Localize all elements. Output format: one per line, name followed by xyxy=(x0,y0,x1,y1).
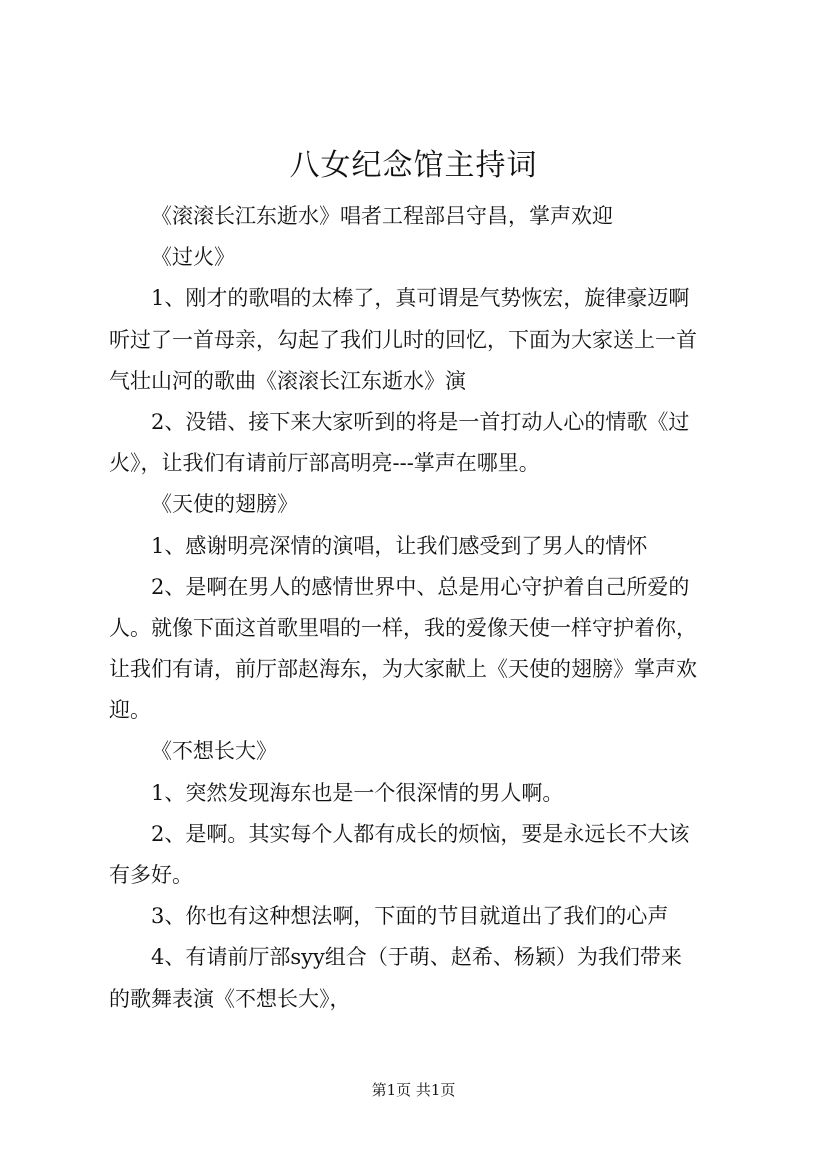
paragraph-line: 《过火》 xyxy=(151,245,235,270)
paragraph-line: 迎。 xyxy=(109,698,151,723)
paragraph-line: 气壮山河的歌曲《滚滚长江东逝水》演 xyxy=(109,368,466,393)
paragraph-line: 人。就像下面这首歌里唱的一样，我的爱像天使一样守护着你， xyxy=(109,615,697,640)
paragraph-line: 4、有请前厅部syy组合（于萌、赵希、杨颖）为我们带来 xyxy=(151,945,682,970)
paragraph-line: 《不想长大》 xyxy=(151,739,277,764)
paragraph-line: 1、感谢明亮深情的演唱，让我们感受到了男人的情怀 xyxy=(151,533,648,558)
paragraph-line: 的歌舞表演《不想长大》， xyxy=(109,986,351,1011)
document-body xyxy=(109,196,719,1020)
page-footer: 第1页 共1页 xyxy=(371,1081,456,1099)
paragraph-line: 1、刚才的歌唱的太棒了，真可谓是气势恢宏，旋律豪迈啊 xyxy=(151,286,690,311)
paragraph-line: 《天使的翅膀》 xyxy=(151,492,298,517)
paragraph-line: 让我们有请，前厅部赵海东，为大家献上《天使的翅膀》掌声欢 xyxy=(109,657,697,682)
document-title: 八女纪念馆主持词 xyxy=(289,148,538,183)
paragraph-line: 2、没错、接下来大家听到的将是一首打动人心的情歌《过 xyxy=(151,409,690,434)
paragraph-line: 3、你也有这种想法啊，下面的节目就道出了我们的心声 xyxy=(151,904,669,929)
paragraph-line: 有多好。 xyxy=(109,863,193,887)
paragraph-line: 听过了一首母亲，勾起了我们儿时的回忆，下面为大家送上一首 xyxy=(109,327,697,352)
paragraph-line: 1、突然发现海东也是一个很深情的男人啊。 xyxy=(151,780,564,805)
paragraph-line: 《滚滚长江东逝水》唱者工程部吕守昌，掌声欢迎 xyxy=(151,204,613,228)
paragraph-line: 2、是啊在男人的感情世界中、总是用心守护着自己所爱的 xyxy=(151,574,690,599)
paragraph-line: 2、是啊。其实每个人都有成长的烦恼，要是永远长不大该 xyxy=(151,821,690,846)
paragraph-line: 火》，让我们有请前厅部高明亮---掌声在哪里。 xyxy=(109,451,540,476)
